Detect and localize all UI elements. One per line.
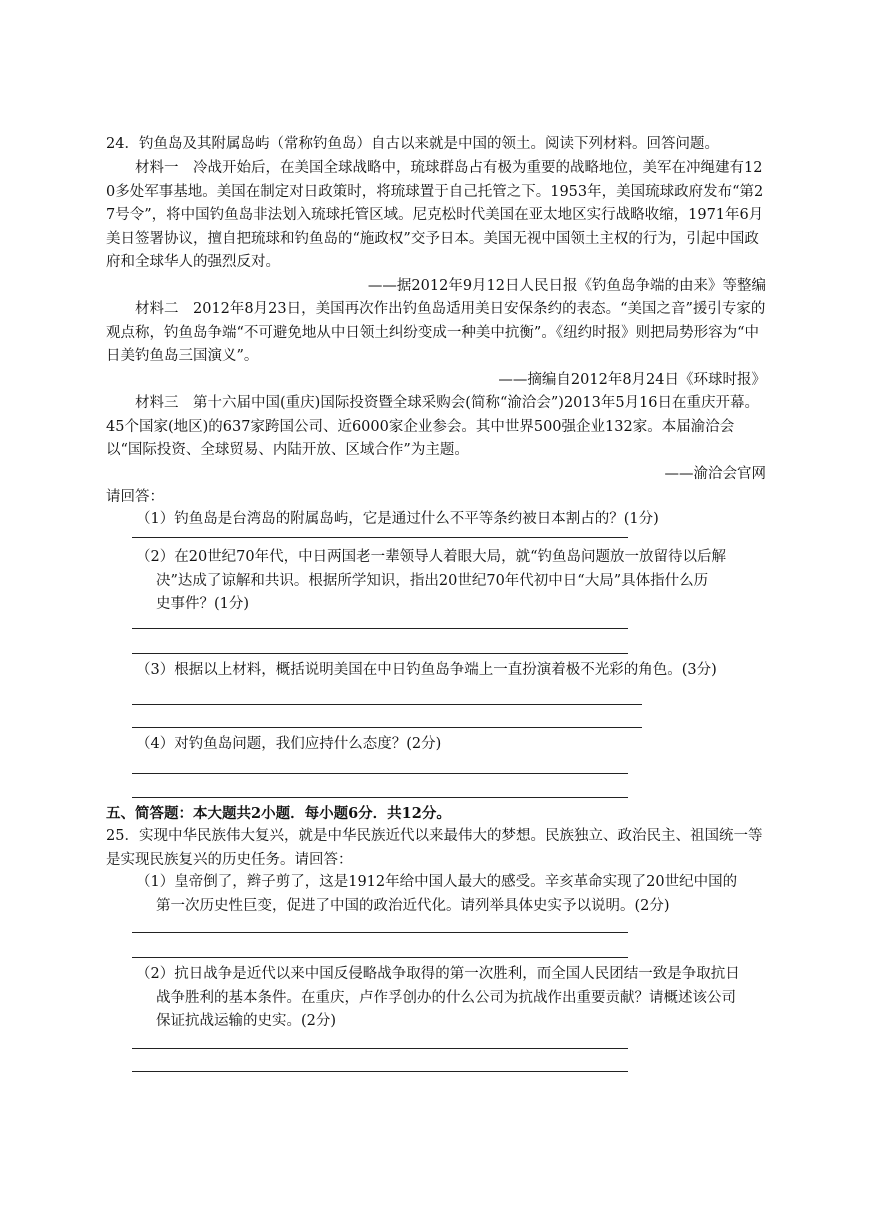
answer-line[interactable] — [132, 628, 628, 629]
q24-sub-2-line-a: （2）在20世纪70年代，中日两国老一辈领导人着眼大局，就“钓鱼岛问题放一放留待以后解 — [136, 549, 727, 565]
q24-source-3: ——渝洽会官网 — [664, 466, 766, 482]
q24-sub-4: （4）对钓鱼岛问题，我们应持什么态度？(2分) — [136, 736, 442, 752]
q24-sub-2 — [136, 546, 766, 617]
q24-source-2: ——摘编自2012年8月24日《环球时报》 — [498, 372, 766, 388]
q24-sub-2-line-b: 决”达成了谅解和共识。根据所学知识，指出20世纪70年代初中日“大局”具体指什么历 — [156, 572, 709, 589]
q24-sub-3: （3）根据以上材料，概括说明美国在中日钓鱼岛争端上一直扮演着极不光彩的角色。(3分) — [136, 662, 717, 678]
q25-sub-2-line-b: 战争胜利的基本条件。在重庆，卢作孚创办的什么公司为抗战作出重要贡献？请概述该公司 — [156, 989, 736, 1006]
q25-sub-1 — [136, 871, 766, 918]
q24-sub-2-line-c: 史事件？(1分) — [156, 596, 250, 612]
q24-stem: 24．钓鱼岛及其附属岛屿（常称钓鱼岛）自古以来就是中国的领土。阅读下列材料。回答问题。 — [106, 136, 719, 152]
q24-material-3: 材料三 第十六届中国(重庆)国际投资暨全球采购会(简称“渝洽会”)2013年5月16日在重庆开幕。45个国家(地区)的637家跨国公司、近6000家企业参会。其中世界500强企业132家。本届渝洽会以“国际投资、全球贸易、内陆开放、区域合作”为主题。 — [106, 395, 760, 458]
q25-sub-1-line-b: 第一次历史性巨变，促进了中国的政治近代化。请列举具体史实予以说明。(2分) — [156, 897, 670, 914]
answer-line[interactable] — [132, 797, 628, 798]
answer-line[interactable] — [132, 957, 628, 958]
q24-material-2: 材料二 2012年8月23日，美国再次作出钓鱼岛适用美日安保条约的表态。“美国之音”援引专家的观点称，钓鱼岛争端“不可避免地从中日领土纠纷变成一种美中抗衡”。《纽约时报》则把局势形容为“中日美钓鱼岛三国演义”。 — [106, 301, 766, 364]
q24-material-1: 材料一 冷战开始后，在美国全球战略中，琉球群岛占有极为重要的战略地位，美军在冲绳建有120多处军事基地。美国在制定对日政策时，将琉球置于自己托管之下。1953年，美国琉球政府发布“第27号令”，将中国钓鱼岛非法划入琉球托管区域。尼克松时代美国在亚太地区实行战略收缩，1971年6月美日签署协议，擅自把琉球和钓鱼岛的“施政权”交予日本。美国无视中国领土主权的行为，引起中国政府和全球华人的强烈反对。 — [106, 160, 764, 270]
answer-line[interactable] — [132, 773, 628, 774]
q24-sub-1: （1）钓鱼岛是台湾岛的附属岛屿，它是通过什么不平等条约被日本割占的？(1分) — [136, 511, 659, 527]
answer-line[interactable] — [132, 704, 642, 705]
section-5-heading: 五、简答题：本大题共2小题．每小题6分．共12分。 — [106, 805, 451, 822]
q25-sub-2-line-a: （2）抗日战争是近代以来中国反侵略战争取得的第一次胜利，而全国人民团结一致是争取抗日 — [136, 966, 740, 982]
answer-line[interactable] — [132, 727, 642, 728]
answer-line[interactable] — [132, 1071, 628, 1072]
q25-stem: 25．实现中华民族伟大复兴，就是中华民族近代以来最伟大的梦想。民族独立、政治民主、祖国统一等是实现民族复兴的历史任务。请回答： — [106, 828, 763, 868]
answer-line[interactable] — [132, 932, 628, 933]
answer-line[interactable] — [132, 1048, 628, 1049]
q25-sub-2 — [136, 963, 766, 1034]
q24-source-1: ——据2012年9月12日人民日报《钓鱼岛争端的由来》等整编 — [367, 278, 766, 294]
answer-line[interactable] — [132, 537, 628, 538]
q25-sub-1-line-a: （1）皇帝倒了，辫子剪了，这是1912年给中国人最大的感受。辛亥革命实现了20世纪中国的 — [136, 874, 738, 890]
q24-prompt: 请回答： — [106, 489, 164, 505]
q25-sub-2-line-c: 保证抗战运输的史实。(2分) — [156, 1013, 337, 1029]
answer-line[interactable] — [132, 653, 628, 654]
